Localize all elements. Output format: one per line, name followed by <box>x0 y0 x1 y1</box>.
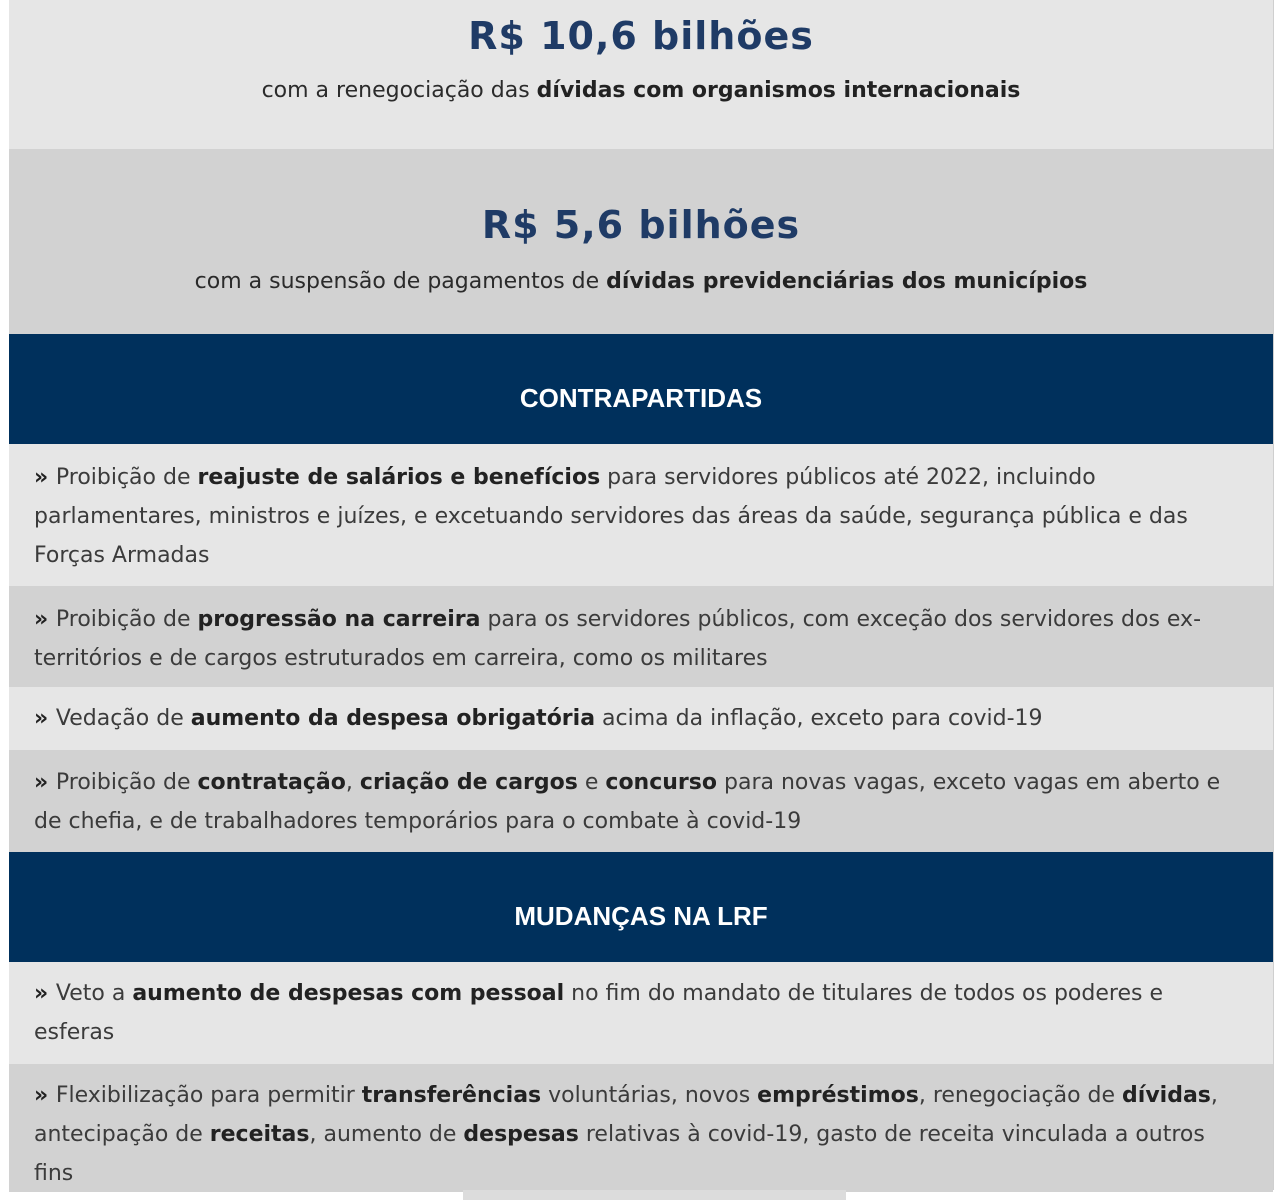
bullet-marker: » <box>34 981 56 1006</box>
body-text: Proibição de <box>55 465 198 490</box>
stat-block <box>9 0 1273 149</box>
list-item <box>9 750 1273 852</box>
stat-block <box>9 149 1273 334</box>
bullet-marker: » <box>34 607 56 632</box>
body-text: para servidores públicos até 2022, incluindo parlamentares, ministros e juízes, e excetuando servidores das áreas da saúde, segurança pública e das Forças Armadas <box>34 465 1188 568</box>
stat-description <box>9 78 1273 103</box>
emphasis-text: transferências <box>361 1083 542 1108</box>
bullet-marker: » <box>34 465 56 490</box>
body-text: Proibição de <box>55 770 198 795</box>
body-text: acima da inflação, exceto para covid-19 <box>595 706 1043 731</box>
emphasis-text: progressão na carreira <box>197 607 481 632</box>
infographic <box>9 0 1273 1192</box>
stat-description <box>9 269 1273 294</box>
list-item <box>9 1064 1273 1192</box>
list-item <box>9 586 1273 687</box>
body-text: para novas vagas, exceto vagas em aberto e de chefia, e de trabalhadores temporários para o combate à covid-19 <box>34 770 1221 834</box>
bullet-marker: » <box>34 770 56 795</box>
divider <box>1273 0 1274 1190</box>
body-text: , aumento de <box>309 1122 464 1147</box>
emphasis-text: despesas <box>463 1122 579 1147</box>
body-text: e <box>577 770 606 795</box>
body-text: voluntárias, novos <box>541 1083 758 1108</box>
emphasis-text: reajuste de salários e benefícios <box>197 465 601 490</box>
stat-description-text: com a renegociação das <box>261 78 537 103</box>
stat-amount: R$ 5,6 bilhões <box>481 203 801 247</box>
body-text: para os servidores públicos, com exceção dos servidores dos ex-territórios e de cargos estruturados em carreira, como os militares <box>34 607 1202 671</box>
body-text: , renegociação de <box>918 1083 1123 1108</box>
body-text: no fim do mandato de titulares de todos os poderes e esferas <box>34 981 1163 1045</box>
list-item <box>9 687 1273 750</box>
bottom-tab <box>463 1190 846 1200</box>
section-title: MUDANÇAS NA LRF <box>514 901 768 931</box>
emphasis-text: empréstimos <box>757 1083 919 1108</box>
body-text: Veto a <box>55 981 133 1006</box>
emphasis-text: concurso <box>605 770 717 795</box>
stat-description-text: com a suspensão de pagamentos de <box>194 269 607 294</box>
body-text: relativas à covid-19, gasto de receita vinculada a outros fins <box>34 1122 1205 1186</box>
body-text: Flexibilização para permitir <box>55 1083 362 1108</box>
emphasis-text: aumento da despesa obrigatória <box>190 706 596 731</box>
stat-description-emphasis: dívidas com organismos internacionais <box>536 78 1021 103</box>
emphasis-text: receitas <box>209 1122 310 1147</box>
emphasis-text: contratação <box>197 770 346 795</box>
stat-amount: R$ 10,6 bilhões <box>468 14 814 58</box>
body-text: , antecipação de <box>34 1083 1218 1147</box>
body-text: , <box>345 770 360 795</box>
emphasis-text: aumento de despesas com pessoal <box>132 981 565 1006</box>
emphasis-text: criação de cargos <box>359 770 578 795</box>
body-text: Proibição de <box>55 607 198 632</box>
section-title: CONTRAPARTIDAS <box>519 383 763 413</box>
list-item <box>9 962 1273 1064</box>
list-item <box>9 444 1273 586</box>
section-header-contrapartidas <box>9 334 1273 444</box>
section-header-mudancas-lrf <box>9 852 1273 962</box>
bullet-marker: » <box>34 1083 56 1108</box>
bullet-marker: » <box>34 706 56 731</box>
stat-description-emphasis: dívidas previdenciárias dos municípios <box>606 269 1088 294</box>
emphasis-text: dívidas <box>1122 1083 1211 1108</box>
body-text: Vedação de <box>55 706 191 731</box>
